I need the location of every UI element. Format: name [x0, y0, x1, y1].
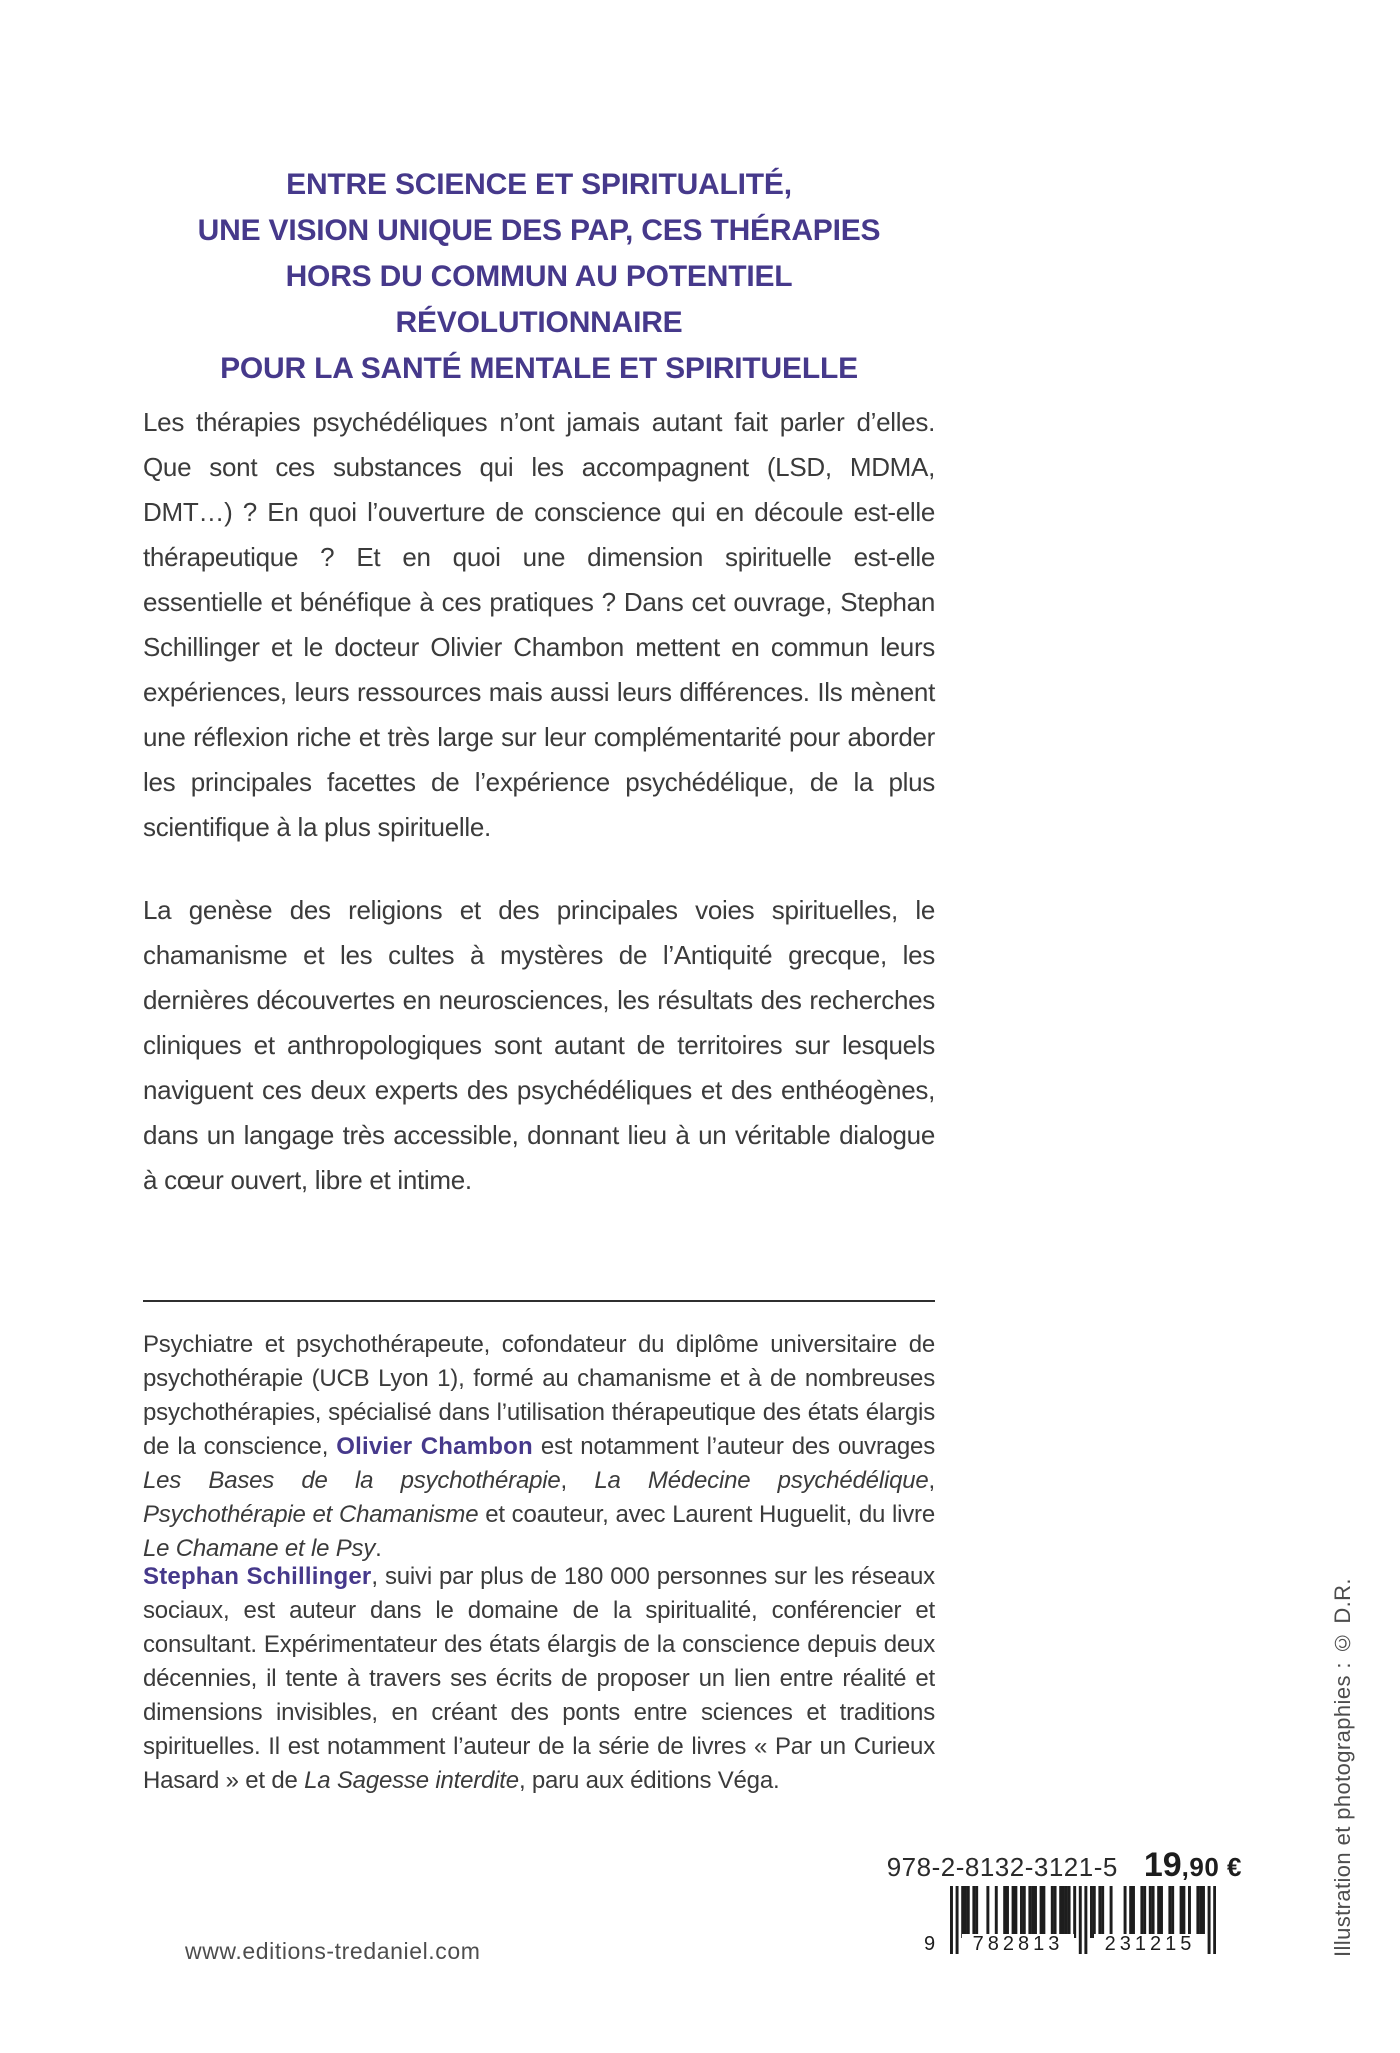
illustration-credit: Illustration et photographies : © D.R. [1330, 1578, 1355, 1957]
price: 19,90 € [1143, 1846, 1242, 1884]
synopsis-paragraph-1: Les thérapies psychédéliques n’ont jamais autant fait parler d’elles. Que sont ces substances qui les accompagnent (LSD, MDMA, DMT…) ? En quoi l’ouverture de conscience qui en découle est-elle thérapeutique ? Et en quoi une dimension spirituelle est-elle essentielle et bénéfique à ces pratiques ? Dans cet ouvrage, Stephan Schillinger et le docteur Olivier Chambon mettent en commun leurs expériences, leurs ressources mais aussi leurs différences. Ils mènent une réflexion riche et très large sur leur complémentarité pour aborder les principales facettes de l’expérience psychédélique, de la plus scientifique à la plus spirituelle. [143, 407, 935, 842]
publisher-website: www.editions-tredaniel.com [185, 1938, 481, 1964]
headline-line-2: UNE VISION UNIQUE DES PAP, CES THÉRAPIES [197, 214, 881, 247]
barcode [924, 1886, 1216, 1956]
isbn-price-row [887, 1846, 1242, 1885]
isbn-number: 978-2-8132-3121-5 [886, 1852, 1118, 1882]
section-divider [143, 1300, 935, 1302]
headline-line-3: HORS DU COMMUN AU POTENTIEL RÉVOLUTIONNAIRE [285, 260, 793, 339]
barcode-digit-first: 9 [924, 1933, 940, 1955]
author-bio-olivier-chambon: Psychiatre et psychothérapeute, cofondateur du diplôme universitaire de psychothérapie (UCB Lyon 1), formé au chamanisme et à de nombreuses psychothérapies, spécialisé dans l’utilisation thérapeutique des états élargis de la conscience, Olivier Chambon est notamment l’auteur des ouvrages Les Bases de la psychothérapie, La Médecine psychédélique, Psychothérapie et Chamanisme et coauteur, avec Laurent Huguelit, du livre Le Chamane et le Psy. [143, 1331, 935, 1562]
barcode-digits-left: 782813 [962, 1934, 1074, 1954]
headline-line-4: POUR LA SANTÉ MENTALE ET SPIRITUELLE [220, 352, 858, 385]
cover-headline [143, 162, 935, 392]
headline-line-1: ENTRE SCIENCE ET SPIRITUALITÉ, [286, 168, 792, 201]
author-bio-stephan-schillinger: Stephan Schillinger, suivi par plus de 180 000 personnes sur les réseaux sociaux, est auteur dans le domaine de la spiritualité, conférencier et consultant. Expérimentateur des états élargis de la conscience depuis deux décennies, il tente à travers ses écrits de proposer un lien entre réalité et dimensions invisibles, en créant des ponts entre sciences et traditions spirituelles. Il est notamment l’auteur de la série de livres « Par un Curieux Hasard » et de La Sagesse interdite, paru aux éditions Véga. [143, 1563, 935, 1794]
barcode-digits-right: 231215 [1094, 1934, 1206, 1954]
synopsis-paragraph-2: La genèse des religions et des principales voies spirituelles, le chamanisme et les cultes à mystères de l’Antiquité grecque, les dernières découvertes en neurosciences, les résultats des recherches cliniques et anthropologiques sont autant de territoires sur lesquels naviguent ces deux experts des psychédéliques et des enthéogènes, dans un langage très accessible, donnant lieu à un véritable dialogue à cœur ouvert, libre et intime. [143, 895, 935, 1195]
